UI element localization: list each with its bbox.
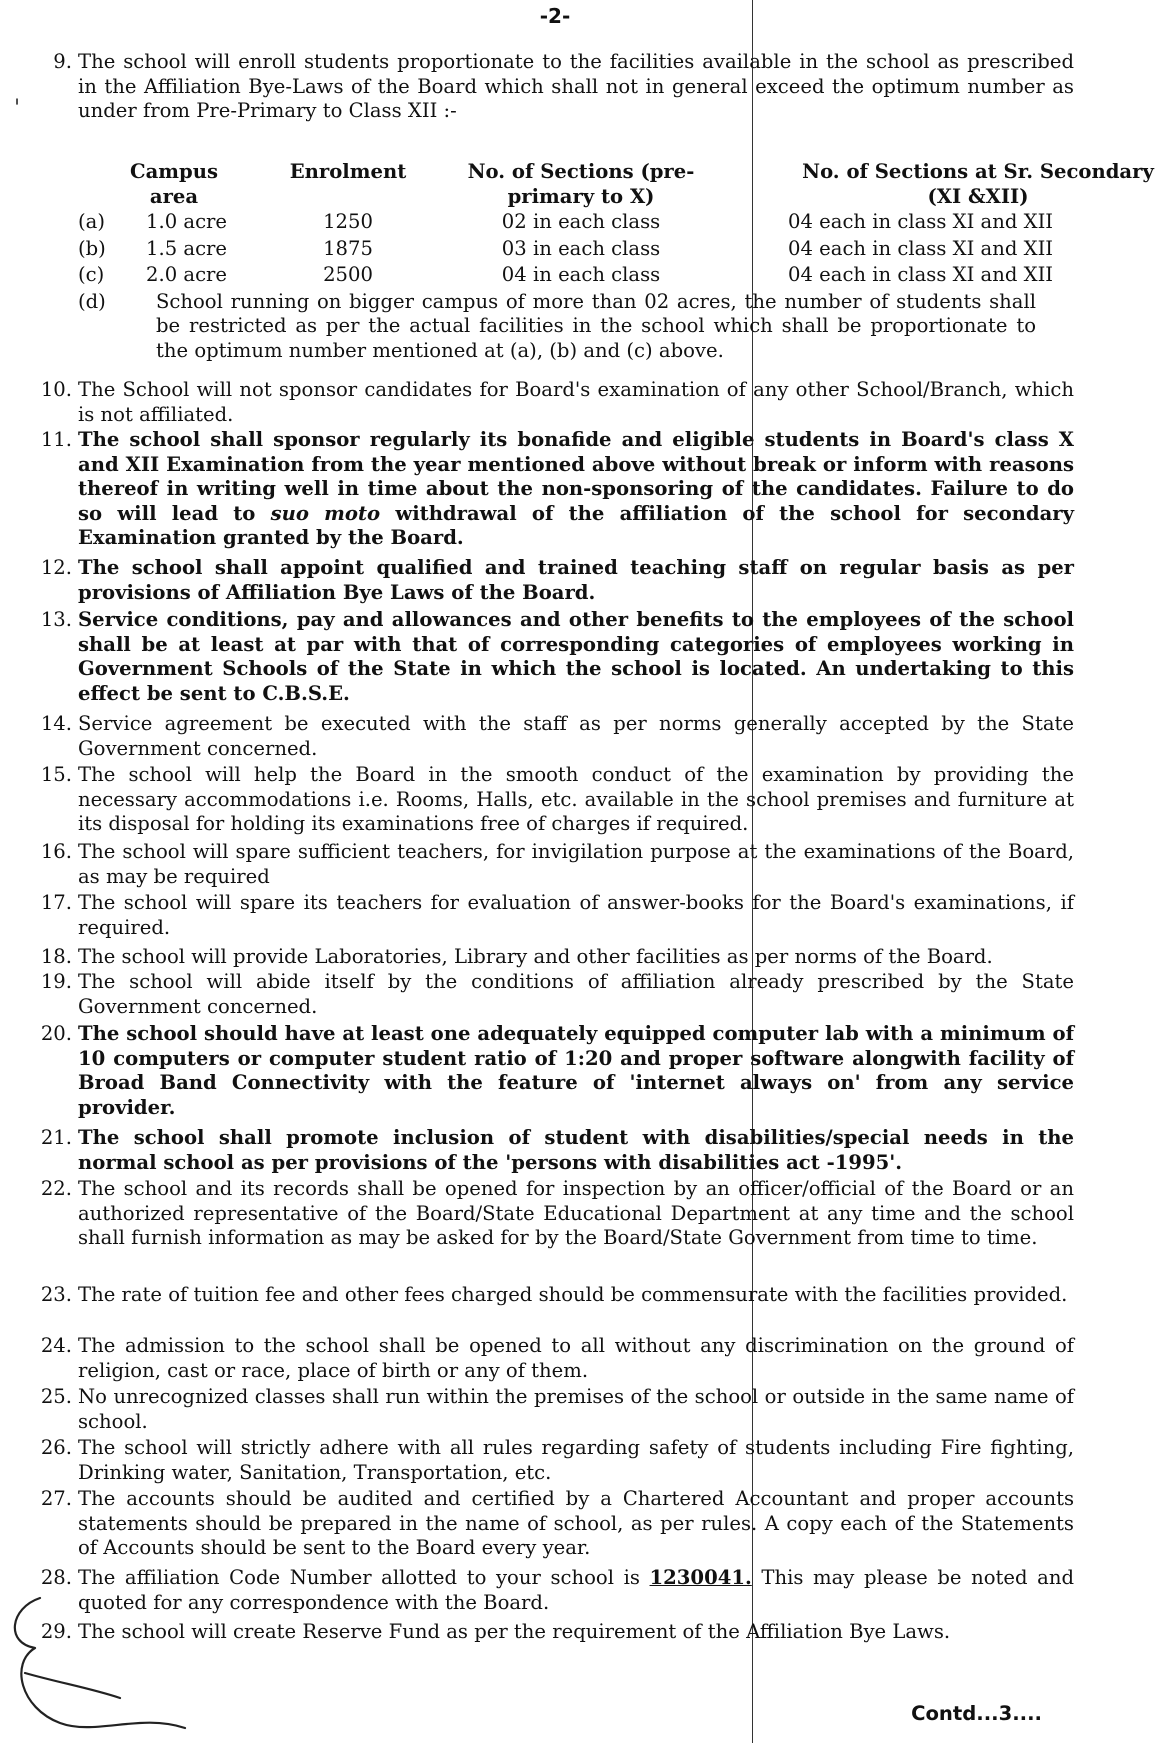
clause-number: 13. <box>40 608 72 631</box>
clause-14 <box>34 712 1074 761</box>
row-label: (c) <box>78 263 105 286</box>
clause-12 <box>34 556 1074 605</box>
clause-number: 10. <box>40 378 72 401</box>
cell-enrolment: 2500 <box>323 263 373 286</box>
clause-text-part: This may please be noted and quoted for any correspondence with the Board. <box>78 1566 1075 1614</box>
clause-16 <box>34 840 1074 889</box>
clause-27 <box>34 1487 1074 1561</box>
table-row <box>78 263 1110 290</box>
row-label: (d) <box>78 289 106 313</box>
row-label: (a) <box>78 210 105 233</box>
clause-text <box>78 1566 1074 1615</box>
clause-26 <box>34 1436 1074 1485</box>
table-header <box>78 160 1154 210</box>
clause-number: 18. <box>40 945 72 968</box>
clause-number: 29. <box>40 1620 72 1643</box>
clause-number: 12. <box>40 556 72 579</box>
clause-number: 23. <box>40 1283 72 1306</box>
clause-25 <box>34 1385 1074 1434</box>
table-row <box>78 237 1110 264</box>
cell-enrolment: 1875 <box>323 236 373 260</box>
header-enrolment: Enrolment <box>289 160 407 183</box>
clause-17 <box>34 891 1074 940</box>
header-sections: No. of Sections (pre-primary to X) <box>467 160 695 208</box>
clause-number: 17. <box>40 891 72 914</box>
cell-sections: 04 in each class <box>501 263 661 286</box>
clause-text <box>78 428 1074 551</box>
clause-text: The School will not sponsor candidates for Board's examination of any other School/Branch, which is not affiliated. <box>78 378 1074 426</box>
clause-11 <box>34 428 1074 551</box>
clause-number: 24. <box>40 1334 72 1357</box>
clause-22 <box>34 1177 1074 1251</box>
cell-campus: 2.0 acre <box>146 263 228 286</box>
clause-text: No unrecognized classes shall run within the premises of the school or outside in the same name of school. <box>78 1385 1074 1433</box>
clause-number: 21. <box>40 1126 72 1149</box>
clause-text: The school will abide itself by the conditions of affiliation already prescribed by the State Government concerned. <box>78 970 1074 1018</box>
clause-number: 11. <box>40 428 72 451</box>
clause-text-part: withdrawal of the affiliation of the school for secondary Examination granted by the Board. <box>78 501 1074 549</box>
clause-text: The school will create Reserve Fund as per the requirement of the Affiliation Bye Laws. <box>78 1620 951 1643</box>
clause-21 <box>34 1126 1074 1175</box>
clause-text: The school will spare sufficient teachers, for invigilation purpose at the examinations of the Board, as may be required <box>78 840 1074 888</box>
cell-sr-secondary: 04 each in class XI and XII <box>788 236 1054 260</box>
affiliation-code: 1230041. <box>649 1566 752 1589</box>
clause-number: 27. <box>40 1487 72 1510</box>
clause-text: The school will enroll students proportionate to the facilities available in the school as prescribed in the Affiliation Bye-Laws of the Board which shall not in general exceed the optimum number as under from Pre-Primary to Class XII :- <box>78 50 1074 122</box>
clause-text: Service agreement be executed with the staff as per norms generally accepted by the State Government concerned. <box>78 712 1074 760</box>
cell-campus: 1.0 acre <box>146 210 228 233</box>
margin-mark: ' <box>14 96 21 121</box>
cell-campus: 1.5 acre <box>146 236 228 260</box>
clause-text: The school will help the Board in the smooth conduct of the examination by providing the necessary accommodations i.e. Rooms, Halls, etc. available in the school premises and furniture at its disposal for holding its examinations free of charges if required. <box>78 763 1074 835</box>
clause-number: 25. <box>40 1385 72 1408</box>
clause-number: 9. <box>53 50 72 73</box>
clause-text: The rate of tuition fee and other fees charged should be commensurate with the facilities provided. <box>78 1283 1068 1306</box>
clause-18 <box>34 945 1074 970</box>
header-campus: Campus area <box>130 160 218 208</box>
clause-number: 26. <box>40 1436 72 1459</box>
cell-sr-secondary: 04 each in class XI and XII <box>788 210 1054 233</box>
enrolment-table <box>78 160 1154 363</box>
pen-annotation-mark <box>0 1588 220 1743</box>
cell-sections: 02 in each class <box>501 210 661 233</box>
header-sr-secondary: No. of Sections at Sr. Secondary (XI &XII) <box>802 160 1154 208</box>
clause-15 <box>34 763 1074 837</box>
table-row-d <box>78 290 1110 364</box>
row-label: (b) <box>78 236 106 260</box>
clause-text: The school should have at least one adequately equipped computer lab with a minimum of 10 computers or computer student ratio of 1:20 and proper software alongwith facility of Broad Band Connectivity with the feature of 'internet always on' from any service provider. <box>78 1022 1074 1119</box>
clause-19 <box>34 970 1074 1019</box>
clause-text: The school will strictly adhere with all rules regarding safety of students including Fire fighting, Drinking water, Sanitation, Transportation, etc. <box>78 1436 1074 1484</box>
clause-text-emphasis: suo moto <box>270 501 381 525</box>
clause-number: 22. <box>40 1177 72 1200</box>
clause-text: Service conditions, pay and allowances and other benefits to the employees of the school shall be at least at par with that of corresponding categories of employees working in Government Schools of the State in which the school is located. An undertaking to this effect be sent to C.B.S.E. <box>78 608 1074 705</box>
clause-text: The admission to the school shall be opened to all without any discrimination on the ground of religion, cast or race, place of birth or any of them. <box>78 1334 1074 1382</box>
clause-text: The school shall appoint qualified and trained teaching staff on regular basis as per provisions of Affiliation Bye Laws of the Board. <box>78 556 1074 604</box>
clause-13 <box>34 608 1074 706</box>
row-d-text: School running on bigger campus of more than 02 acres, the number of students shall be restricted as per the actual facilities in the school which shall be proportionate to the optimum number mentioned at (a), (b) and (c) above. <box>156 289 1036 362</box>
clause-9 <box>34 50 1074 124</box>
clause-10 <box>34 378 1074 427</box>
clause-number: 19. <box>40 970 72 993</box>
cell-sections: 03 in each class <box>501 236 661 260</box>
clause-20 <box>34 1022 1074 1120</box>
clause-24 <box>34 1334 1074 1383</box>
clause-text: The school and its records shall be opened for inspection by an officer/official of the Board or an authorized representative of the Board/State Educational Department at any time and the school shall furnish information as may be asked for by the Board/State Government from time to time. <box>78 1177 1074 1249</box>
clause-text: The school will provide Laboratories, Library and other facilities as per norms of the Board. <box>78 945 993 968</box>
clause-text: The school will spare its teachers for evaluation of answer-books for the Board's examinations, if required. <box>78 891 1074 939</box>
clause-text: The accounts should be audited and certified by a Chartered Accountant and proper accounts statements should be prepared in the name of school, as per rules. A copy each of the Statements of Accounts should be sent to the Board every year. <box>78 1487 1074 1559</box>
clause-number: 14. <box>40 712 72 735</box>
clause-number: 28. <box>40 1566 72 1589</box>
cell-sr-secondary: 04 each in class XI and XII <box>788 263 1054 286</box>
clause-number: 16. <box>40 840 72 863</box>
clause-number: 20. <box>40 1022 72 1045</box>
page-number: -2- <box>539 4 571 28</box>
cell-enrolment: 1250 <box>323 210 373 233</box>
clause-23 <box>34 1283 1074 1308</box>
clause-text-part: The school shall sponsor regularly its bonafide and eligible students in Board's class X and XII Examination from the year mentioned above without break or inform with reasons thereof in writing well in time about the non-sponsoring of the candidates. Failure to do so will lead to <box>78 428 1074 525</box>
clause-text: The school shall promote inclusion of student with disabilities/special needs in the normal school as per provisions of the 'persons with disabilities act -1995'. <box>78 1126 1074 1174</box>
clause-number: 15. <box>40 763 72 786</box>
table-row <box>78 210 1110 237</box>
clause-text-part: The affiliation Code Number allotted to your school is <box>78 1566 650 1589</box>
continued-note: Contd...3.... <box>911 1702 1042 1725</box>
